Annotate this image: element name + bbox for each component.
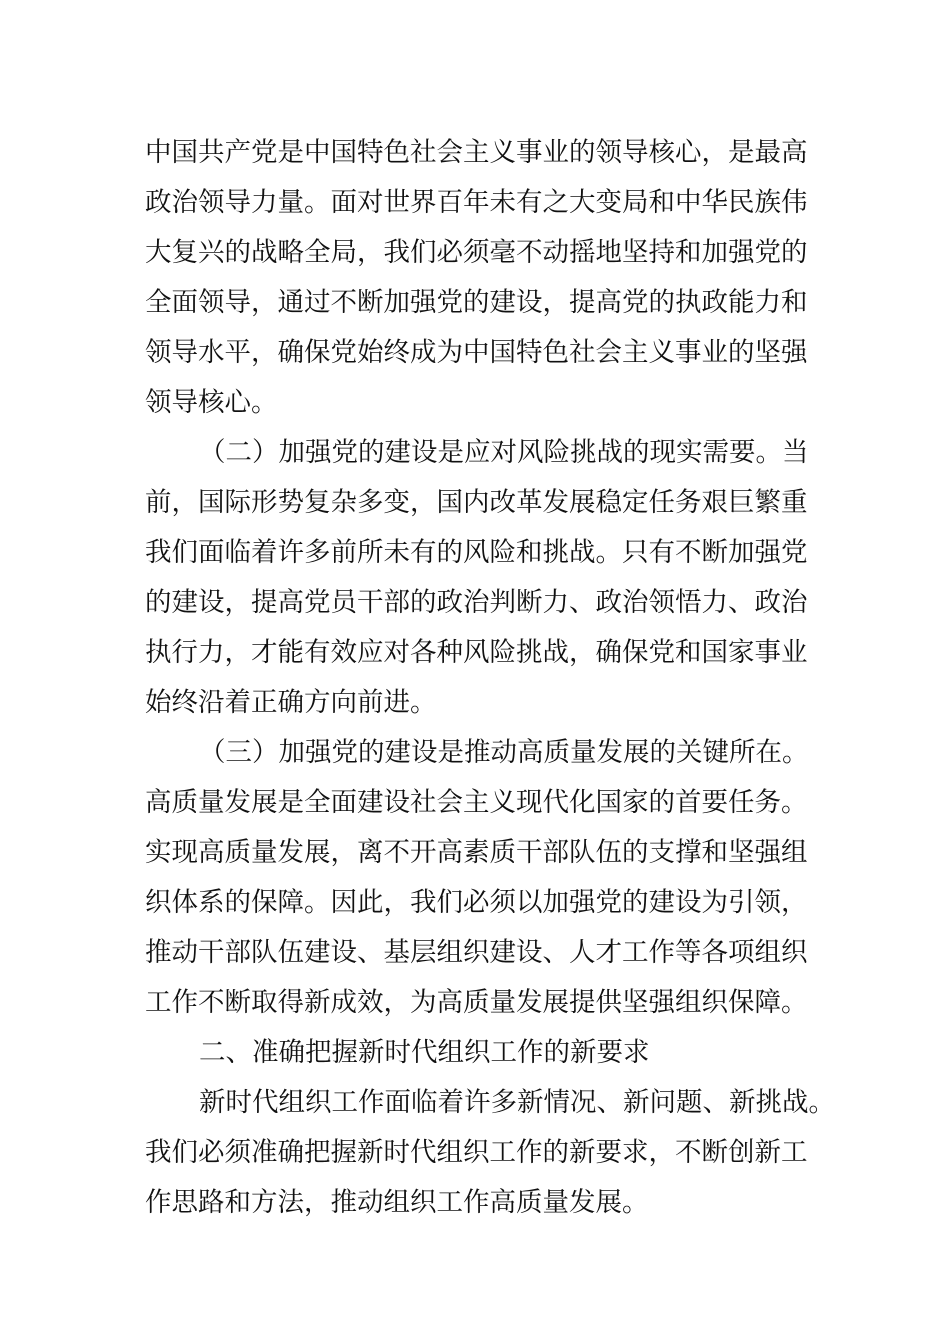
text-line-8: 前，国际形势复杂多变，国内改革发展稳定任务艰巨繁重 — [145, 487, 808, 518]
text-line-11: 执行力，才能有效应对各种风险挑战，确保党和国家事业 — [145, 637, 808, 668]
text-line-9: 我们面临着许多前所未有的风险和挑战。只有不断加强党 — [145, 537, 808, 568]
section-heading: 二、准确把握新时代组织工作的新要求 — [199, 1037, 650, 1068]
text-line-5: 领导水平，确保党始终成为中国特色社会主义事业的坚强 — [145, 337, 808, 368]
paragraph-2-first-line: （二）加强党的建设是应对风险挑战的现实需要。当 — [199, 437, 809, 468]
text-line-3: 大复兴的战略全局，我们必须毫不动摇地坚持和加强党的 — [145, 237, 808, 268]
text-line-17: 推动干部队伍建设、基层组织建设、人才工作等各项组织 — [145, 937, 808, 968]
text-line-14: 高质量发展是全面建设社会主义现代化国家的首要任务。 — [145, 787, 808, 818]
text-line-10: 的建设，提高党员干部的政治判断力、政治领悟力、政治 — [145, 587, 808, 618]
text-line-16: 织体系的保障。因此，我们必须以加强党的建设为引领， — [145, 887, 808, 918]
text-line-21: 我们必须准确把握新时代组织工作的新要求，不断创新工 — [145, 1137, 808, 1168]
paragraph-4-first-line: 新时代组织工作面临着许多新情况、新问题、新挑战。 — [199, 1087, 835, 1118]
text-line-1: 中国共产党是中国特色社会主义事业的领导核心，是最高 — [145, 137, 808, 168]
text-line-4: 全面领导，通过不断加强党的建设，提高党的执政能力和 — [145, 287, 808, 318]
paragraph-3-first-line: （三）加强党的建设是推动高质量发展的关键所在。 — [199, 737, 809, 768]
text-line-15: 实现高质量发展，离不开高素质干部队伍的支撑和坚强组 — [145, 837, 808, 868]
text-line-2: 政治领导力量。面对世界百年未有之大变局和中华民族伟 — [145, 187, 808, 218]
text-line-12: 始终沿着正确方向前进。 — [145, 687, 437, 718]
text-line-22: 作思路和方法，推动组织工作高质量发展。 — [145, 1187, 649, 1218]
document-body — [145, 128, 835, 1228]
text-line-6: 领导核心。 — [145, 387, 278, 418]
text-line-18: 工作不断取得新成效，为高质量发展提供坚强组织保障。 — [145, 987, 808, 1018]
